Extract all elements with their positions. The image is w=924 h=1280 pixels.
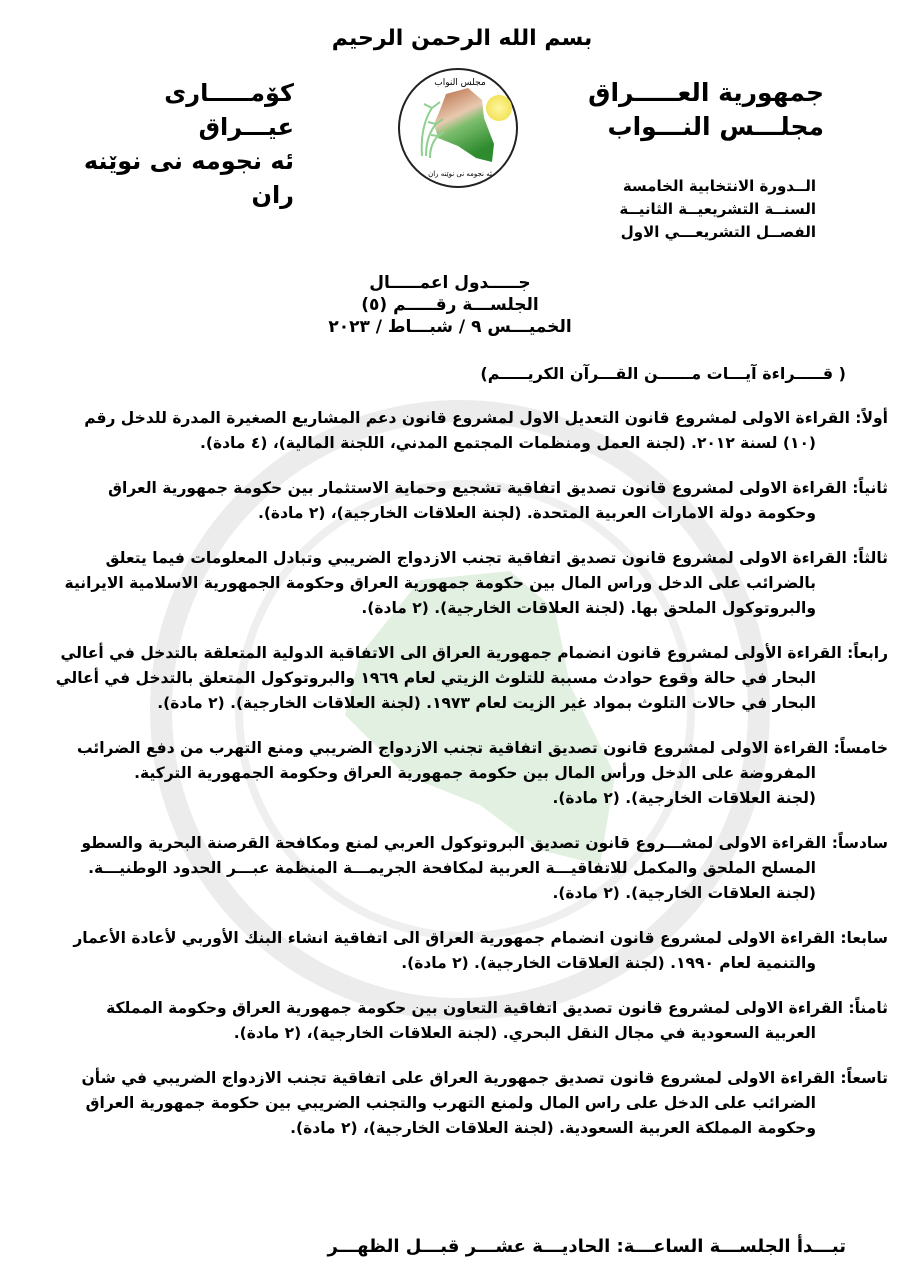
- quran-reading: ( قـــــراءة آيـــات مــــــن القـــرآن الكريـــــم): [480, 364, 846, 383]
- item-label: ثامناً:: [848, 999, 888, 1017]
- session-number: الجلســـة رقـــــم (٥): [361, 295, 539, 315]
- agenda-item: [38, 406, 888, 456]
- header-kurdish: [64, 76, 294, 212]
- item-text-cont: (لجنة العلاقات الخارجية). (٢ مادة).: [552, 789, 816, 807]
- item-label: ثانياً:: [852, 479, 888, 497]
- item-label: أولاً:: [855, 409, 888, 427]
- agenda-items: [38, 406, 888, 1161]
- item-text-cont: البحار في حالات التلوث بمواد غير الزيت لعام ١٩٧٣. (لجنة العلاقات الخارجية). (٢ مادة).: [157, 694, 816, 712]
- item-text-cont: والتنمية لعام ١٩٩٠. (لجنة العلاقات الخارجية). (٢ مادة).: [401, 954, 816, 972]
- item-text: القراءة الاولى لمشروع قانون تصديق اتفاقية تجنب الازدواج الضريبي وتبادل المعلومات فيما يتعلق: [105, 549, 847, 567]
- item-text-cont: المسلح الملحق والمكمل للاتفاقيـــة العربية لمكافحة الجريمـــة المنظمة عبـــر الحدود الوطنيـــة.: [88, 859, 816, 877]
- item-text: القراءة الاولى لمشروع قانون تصديق جمهورية العراق على اتفاقية تجنب الازدواج الضريبي في شأن: [81, 1069, 835, 1087]
- agenda-item: [38, 926, 888, 976]
- session-date: الخميـــس ٩ / شبـــاط / ٢٠٢٣: [328, 317, 572, 337]
- agenda-heading: [320, 272, 580, 338]
- item-label: تاسعاً:: [840, 1069, 888, 1087]
- agenda-item: [38, 831, 888, 906]
- item-text-cont: البحار في حالة وقوع حوادث مسببة للتلوث الزيتي لعام ١٩٦٩ والبروتوكول المتعلق بالتدخل في أعالي: [55, 669, 816, 687]
- item-label: سابعا:: [840, 929, 888, 947]
- item-text-cont: العربية السعودية في مجال النقل البحري. (لجنة العلاقات الخارجية)، (٢ مادة).: [233, 1024, 816, 1042]
- logo-top-text: مجلس النواب: [434, 78, 486, 88]
- header-council: مجلـــس النـــواب: [607, 112, 824, 141]
- item-text-cont: المفروضة على الدخل ورأس المال بين حكومة جمهورية العراق وحكومة الجمهورية التركية.: [134, 764, 816, 782]
- item-text-cont: وحكومة دولة الامارات العربية المتحدة. (لجنة العلاقات الخارجية)، (٢ مادة).: [257, 504, 816, 522]
- session-start-time: تبـــدأ الجلســـة الساعـــة: الحاديـــة عشـــر قبـــل الظهـــر: [327, 1236, 846, 1257]
- header-country: جمهورية العـــــراق: [588, 78, 824, 107]
- item-text: القراءة الاولى لمشروع قانون تصديق اتفاقية التعاون بين حكومة جمهورية العراق وحكومة المملكة: [106, 999, 843, 1017]
- legislative-year: السنــة التشريعيــة الثانيــة: [619, 200, 816, 218]
- council-logo-icon: [396, 66, 520, 190]
- agenda-item: [38, 641, 888, 716]
- header-kurdish-country: کۆمـــــاری عیـــراق: [164, 79, 294, 141]
- agenda-item: [38, 736, 888, 811]
- item-text: القراءة الأولى لمشروع قانون انضمام جمهورية العراق الى الاتفاقية الدولية المتعلقة بالتدخل في أعالي: [60, 644, 842, 662]
- item-text-cont: (١٠) لسنة ٢٠١٢. (لجنة العمل ومنظمات المجتمع المدني، اللجنة المالية)، (٤ مادة).: [199, 434, 816, 452]
- item-label: خامساً:: [833, 739, 888, 757]
- item-label: رابعاً:: [847, 644, 888, 662]
- agenda-item: [38, 546, 888, 621]
- item-text: القراءة الاولى لمشروع قانون تصديق اتفاقية تجنب الازدواج الضريبي ومنع التهرب من دفع الضرائب: [76, 739, 829, 757]
- item-text-cont: والبروتوكول الملحق بها. (لجنة العلاقات الخارجية). (٢ مادة).: [361, 599, 816, 617]
- agenda-title: جـــــدول اعمـــــال: [369, 273, 531, 293]
- item-text-cont: (لجنة العلاقات الخارجية). (٢ مادة).: [552, 884, 816, 902]
- item-text: القراءة الاولى لمشروع قانون تصديق اتفاقية تشجيع وحماية الاستثمار بين حكومة جمهورية العراق: [108, 479, 847, 497]
- logo-bottom-text: ئه نجومه نی نوێنه ران: [428, 170, 492, 178]
- bismillah: بسم الله الرحمن الرحيم: [331, 26, 593, 51]
- item-text-cont: وحكومة المملكة العربية السعودية. (لجنة العلاقات الخارجية)، (٢ مادة).: [290, 1119, 816, 1137]
- electoral-term: الــدورة الانتخابية الخامسة: [622, 177, 816, 195]
- agenda-item: [38, 476, 888, 526]
- item-text: القراءة الاولى لمشـــروع قانون تصديق البروتوكول العربي لمنع ومكافحة القرصنة البحرية والسطو: [81, 834, 827, 852]
- item-text-cont: بالضرائب على الدخل وراس المال بين حكومة جمهورية العراق وحكومة الجمهورية الاسلامية الايرانية: [64, 574, 816, 592]
- header-kurdish-council: ئه نجومه نی نوێنه ران: [83, 147, 294, 209]
- session-info: [619, 175, 816, 244]
- item-text: القراءة الاولى لمشروع قانون التعديل الاول لمشروع قانون دعم المشاريع الصغيرة المدرة للدخل رقم: [84, 409, 850, 427]
- legislative-term: الفصــل التشريعـــي الاول: [620, 223, 816, 241]
- agenda-item: [38, 996, 888, 1046]
- item-label: سادساً:: [831, 834, 888, 852]
- item-label: ثالثاً:: [852, 549, 888, 567]
- header-arabic: [588, 76, 824, 144]
- agenda-item: [38, 1066, 888, 1141]
- item-text-cont: الضرائب على الدخل على راس المال ولمنع التهرب والتجنب الضريبي بين حكومة جمهورية العراق: [85, 1094, 816, 1112]
- item-text: القراءة الاولى لمشروع قانون انضمام جمهورية العراق الى اتفاقية انشاء البنك الأوربي لأعادة الأعمار: [73, 929, 835, 947]
